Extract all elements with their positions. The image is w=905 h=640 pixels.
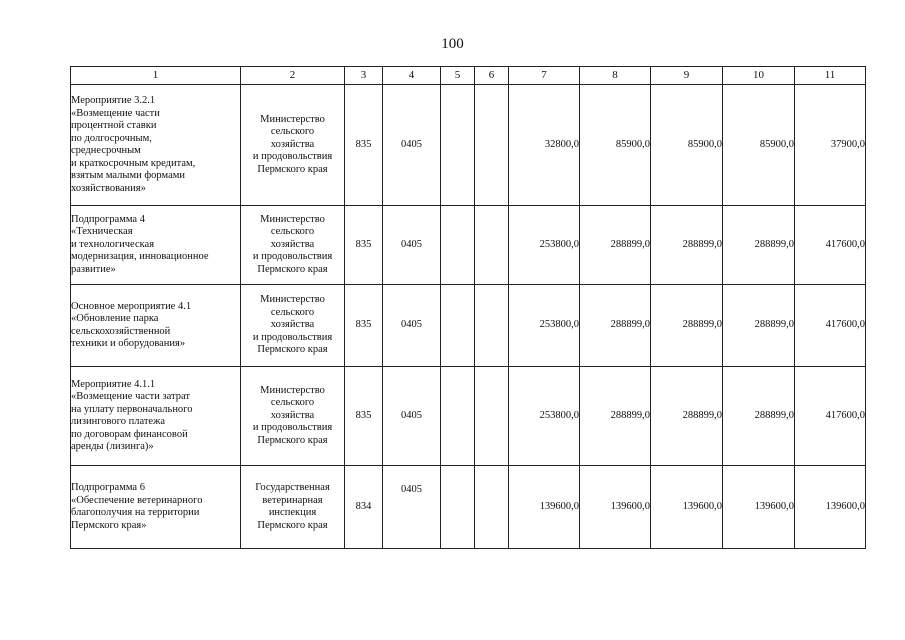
administrator-cell [241, 367, 345, 466]
program-name-cell [71, 285, 241, 367]
value-col-7: 32800,0 [509, 85, 580, 206]
value-col-9: 288899,0 [651, 206, 723, 285]
admin-code: 834 [345, 466, 383, 549]
column-header: 10 [723, 67, 795, 85]
target-article [441, 367, 475, 466]
section-code: 0405 [383, 85, 441, 206]
program-name-cell [71, 466, 241, 549]
program-name: Подпрограмма 6 «Обеспечение ветеринарного благополучия на территории Пермского края» [71, 482, 203, 531]
value-col-8: 139600,0 [580, 466, 651, 549]
program-name-cell [71, 367, 241, 466]
value-col-9: 288899,0 [651, 367, 723, 466]
target-article [441, 285, 475, 367]
value-col-10: 85900,0 [723, 85, 795, 206]
table-row [71, 285, 866, 367]
target-article [441, 206, 475, 285]
value-col-7: 253800,0 [509, 367, 580, 466]
program-name-cell [71, 206, 241, 285]
column-header: 2 [241, 67, 345, 85]
value-col-7: 253800,0 [509, 285, 580, 367]
column-header: 4 [383, 67, 441, 85]
expense-type [475, 285, 509, 367]
program-name: Мероприятие 3.2.1 «Возмещение части процентной ставки по долгосрочным, среднесрочным и краткосрочным кредитам, взятым малыми формами хозяйствования» [71, 95, 196, 194]
column-header: 7 [509, 67, 580, 85]
section-code: 0405 [383, 367, 441, 466]
value-col-8: 85900,0 [580, 85, 651, 206]
administrator-cell [241, 466, 345, 549]
column-header: 6 [475, 67, 509, 85]
program-name: Подпрограмма 4 «Техническая и технологическая модернизация, инновационное развитие» [71, 213, 209, 275]
column-header: 5 [441, 67, 475, 85]
value-col-10: 288899,0 [723, 285, 795, 367]
expense-type [475, 466, 509, 549]
expense-type [475, 367, 509, 466]
expense-type [475, 85, 509, 206]
table-row [71, 85, 866, 206]
column-header: 9 [651, 67, 723, 85]
value-col-8: 288899,0 [580, 285, 651, 367]
target-article [441, 85, 475, 206]
section-code: 0405 [383, 466, 441, 549]
column-header: 8 [580, 67, 651, 85]
administrator-name: Министерство сельского хозяйства и продовольствия Пермского края [252, 213, 333, 275]
target-article [441, 466, 475, 549]
table-row [71, 367, 866, 466]
table-row [71, 206, 866, 285]
administrator-name: Министерство сельского хозяйства и продовольствия Пермского края [252, 384, 333, 446]
administrator-cell [241, 85, 345, 206]
column-header: 1 [71, 67, 241, 85]
value-col-8: 288899,0 [580, 206, 651, 285]
value-col-11: 139600,0 [795, 466, 866, 549]
value-col-9: 85900,0 [651, 85, 723, 206]
table-row [71, 466, 866, 549]
value-col-7: 139600,0 [509, 466, 580, 549]
administrator-cell [241, 206, 345, 285]
section-code: 0405 [383, 206, 441, 285]
expense-type [475, 206, 509, 285]
program-name: Основное мероприятие 4.1 «Обновление парка сельскохозяйственной техники и оборудования» [71, 300, 192, 349]
table-header-row [71, 67, 866, 85]
page-number: 100 [441, 36, 464, 52]
administrator-name: Министерство сельского хозяйства и продовольствия Пермского края [252, 294, 333, 356]
value-col-11: 417600,0 [795, 367, 866, 466]
value-col-9: 288899,0 [651, 285, 723, 367]
admin-code: 835 [345, 206, 383, 285]
admin-code: 835 [345, 285, 383, 367]
value-col-7: 253800,0 [509, 206, 580, 285]
value-col-11: 37900,0 [795, 85, 866, 206]
value-col-10: 288899,0 [723, 206, 795, 285]
value-col-10: 139600,0 [723, 466, 795, 549]
column-header: 11 [795, 67, 866, 85]
admin-code: 835 [345, 367, 383, 466]
value-col-11: 417600,0 [795, 206, 866, 285]
value-col-8: 288899,0 [580, 367, 651, 466]
value-col-11: 417600,0 [795, 285, 866, 367]
budget-table [70, 66, 866, 549]
column-header: 3 [345, 67, 383, 85]
value-col-10: 288899,0 [723, 367, 795, 466]
section-code: 0405 [383, 285, 441, 367]
admin-code: 835 [345, 85, 383, 206]
value-col-9: 139600,0 [651, 466, 723, 549]
program-name: Мероприятие 4.1.1 «Возмещение части затрат на уплату первоначального лизингового платежа по договорам финансовой аренды (лизинга)» [71, 378, 193, 452]
administrator-name: Государственная ветеринарная инспекция Пермского края [255, 482, 330, 531]
administrator-cell [241, 285, 345, 367]
program-name-cell [71, 85, 241, 206]
administrator-name: Министерство сельского хозяйства и продовольствия Пермского края [252, 113, 333, 175]
